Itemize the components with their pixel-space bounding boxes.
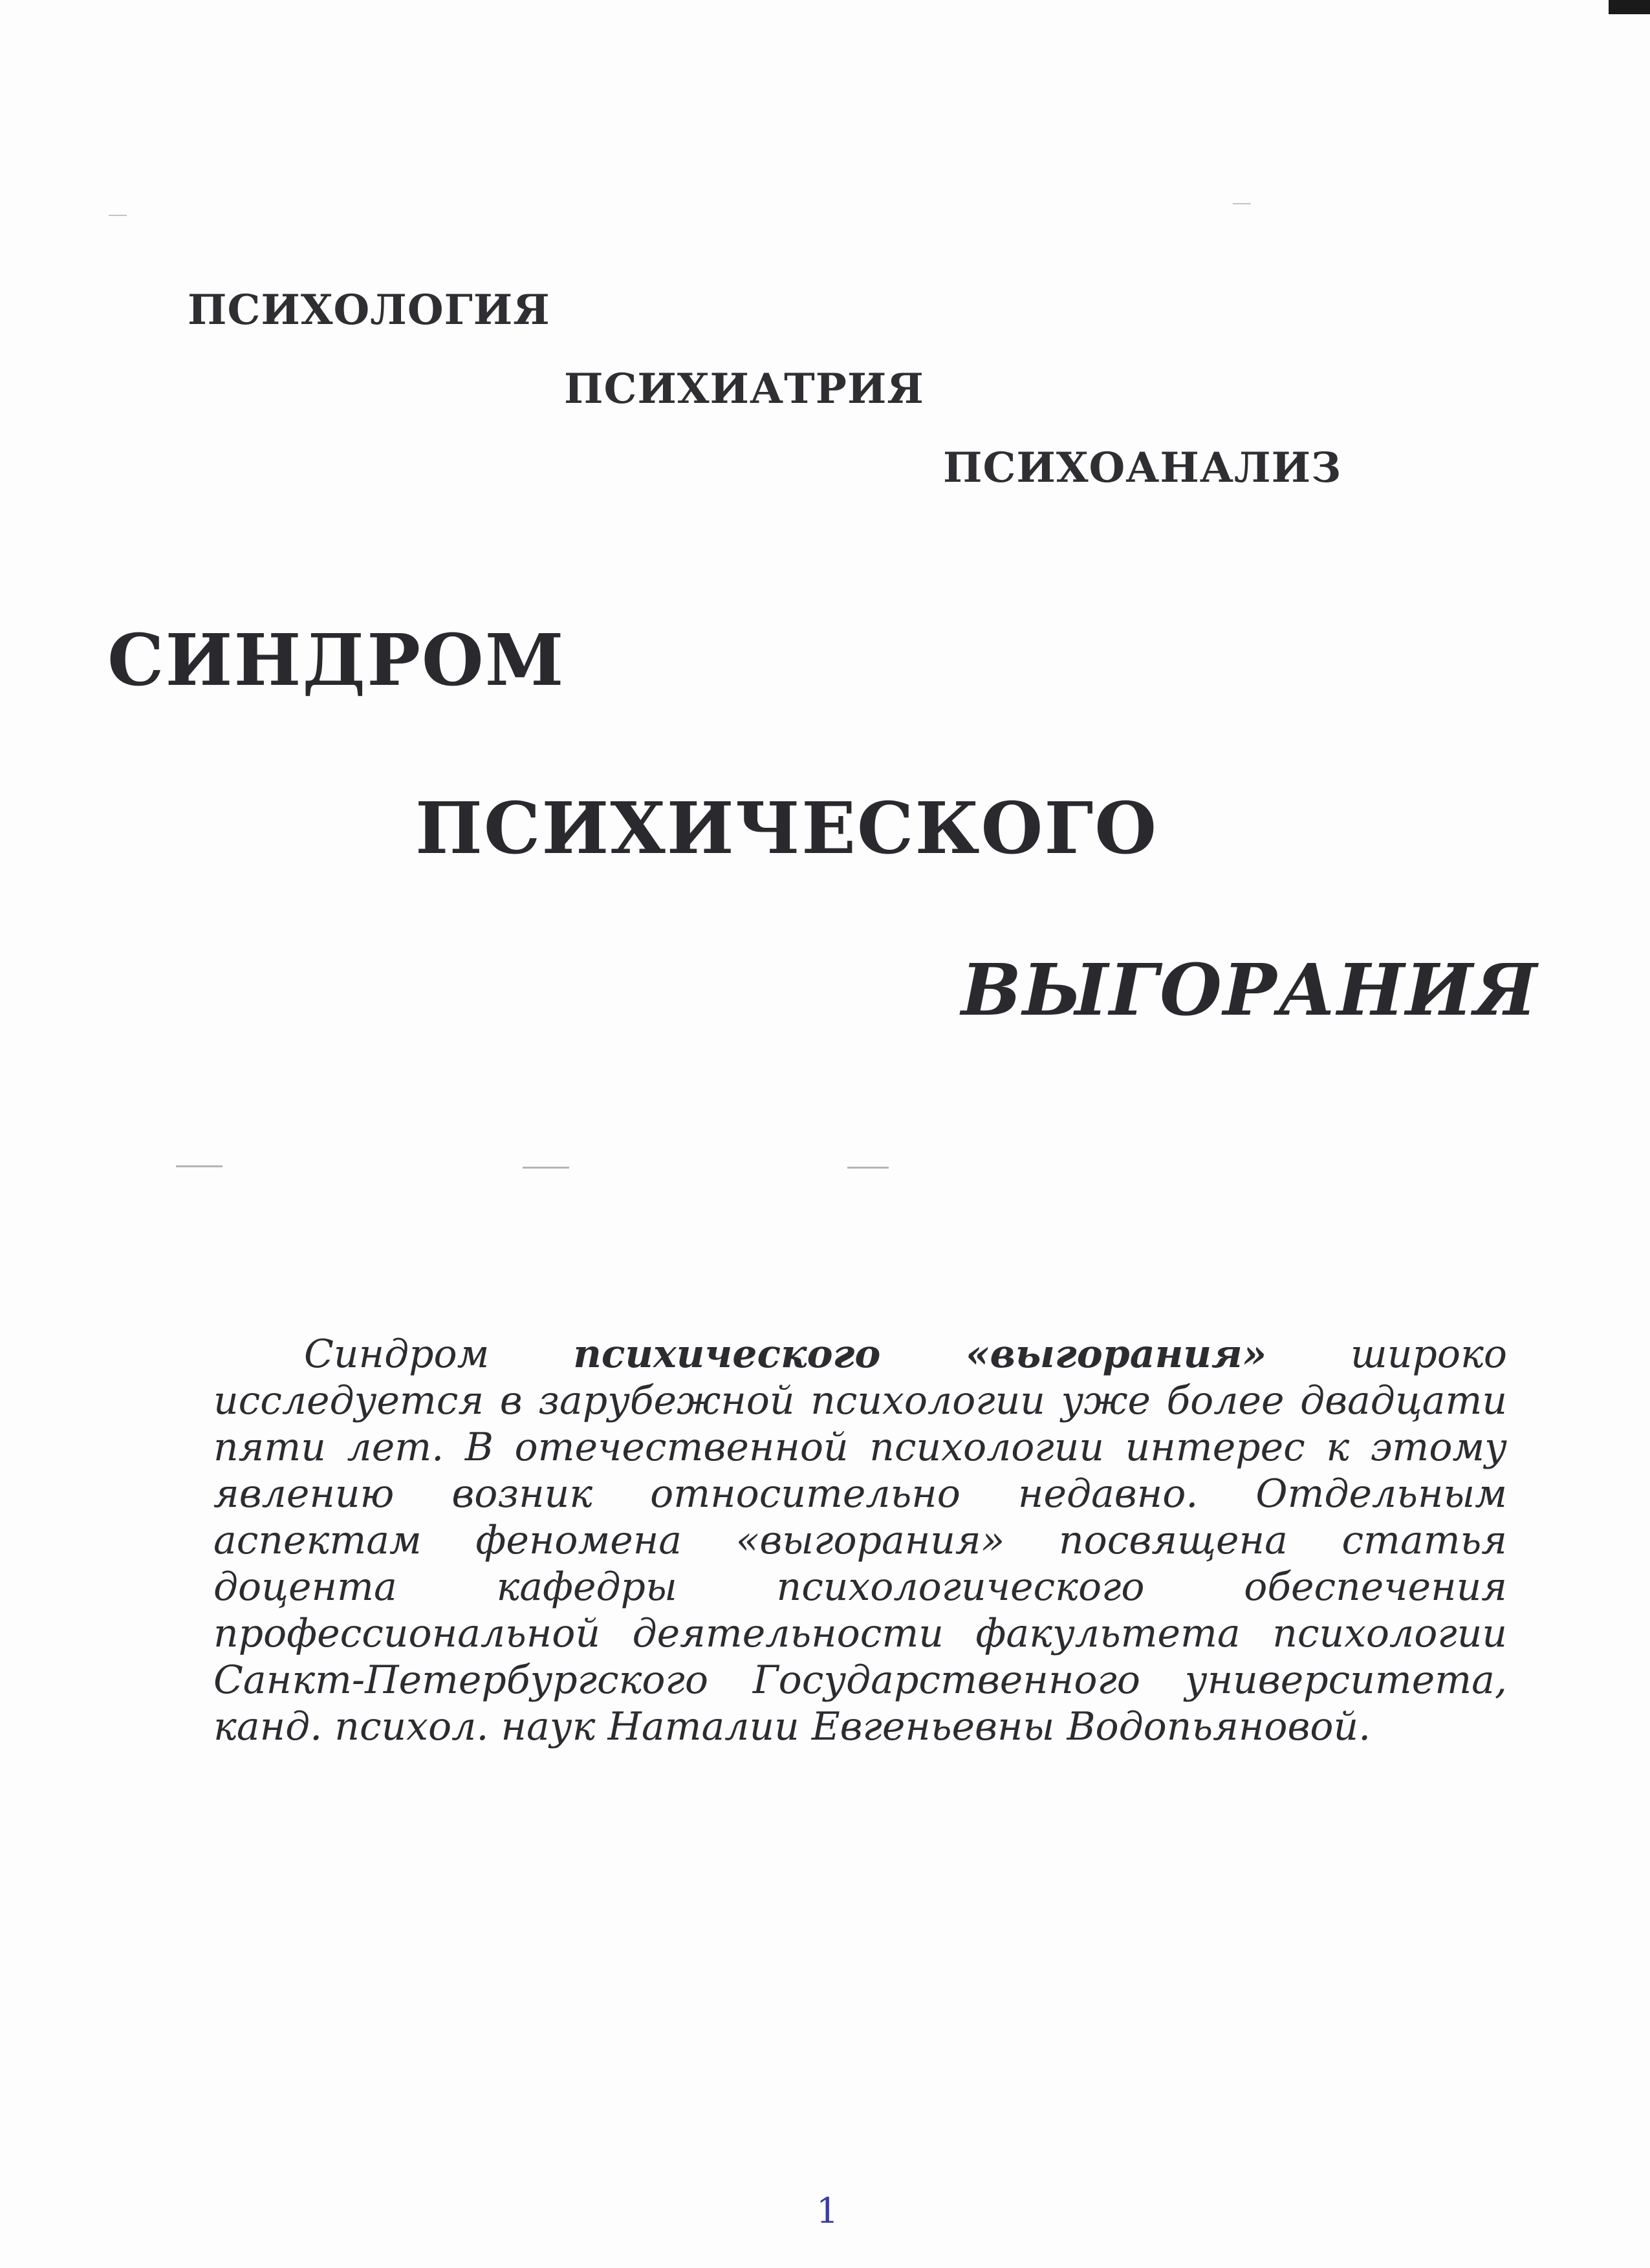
scan-speck xyxy=(109,215,127,216)
keyword-psychoanalysis: ПСИХОАНАЛИЗ xyxy=(943,444,1342,492)
page-number: 1 xyxy=(816,2190,839,2231)
keyword-psychology: ПСИХОЛОГИЯ xyxy=(188,286,550,334)
abstract-paragraph xyxy=(213,1331,1507,1750)
abstract-first-word: Синдром xyxy=(304,1332,490,1377)
scan-speck xyxy=(1233,203,1251,204)
title-line-3: ВЫГОРАНИЯ xyxy=(961,948,1539,1031)
abstract-body: широко исследуется в зарубежной психологии уже более двадцати пяти лет. В отечественной психологии интерес к этому явлению возник относительно недавно. Отдельным аспектам феномена «выгорания» посвящена статья доцента кафедры психологического обеспечения профессиональной деятельности факультета психологии Санкт-Петербургского Государственного университета, канд. психол. наук Наталии Евгеньевны Водопьяновой. xyxy=(213,1332,1507,1749)
scan-edge-mark xyxy=(1609,0,1650,14)
divider-segment xyxy=(176,1165,223,1167)
abstract-emphasis: психического «выгорания» xyxy=(573,1332,1267,1377)
title-line-2: ПСИХИЧЕСКОГО xyxy=(415,786,1158,870)
divider-segment xyxy=(523,1167,569,1169)
keyword-psychiatry: ПСИХИАТРИЯ xyxy=(564,365,924,413)
title-line-1: СИНДРОМ xyxy=(107,618,565,702)
divider-segment xyxy=(847,1167,889,1169)
